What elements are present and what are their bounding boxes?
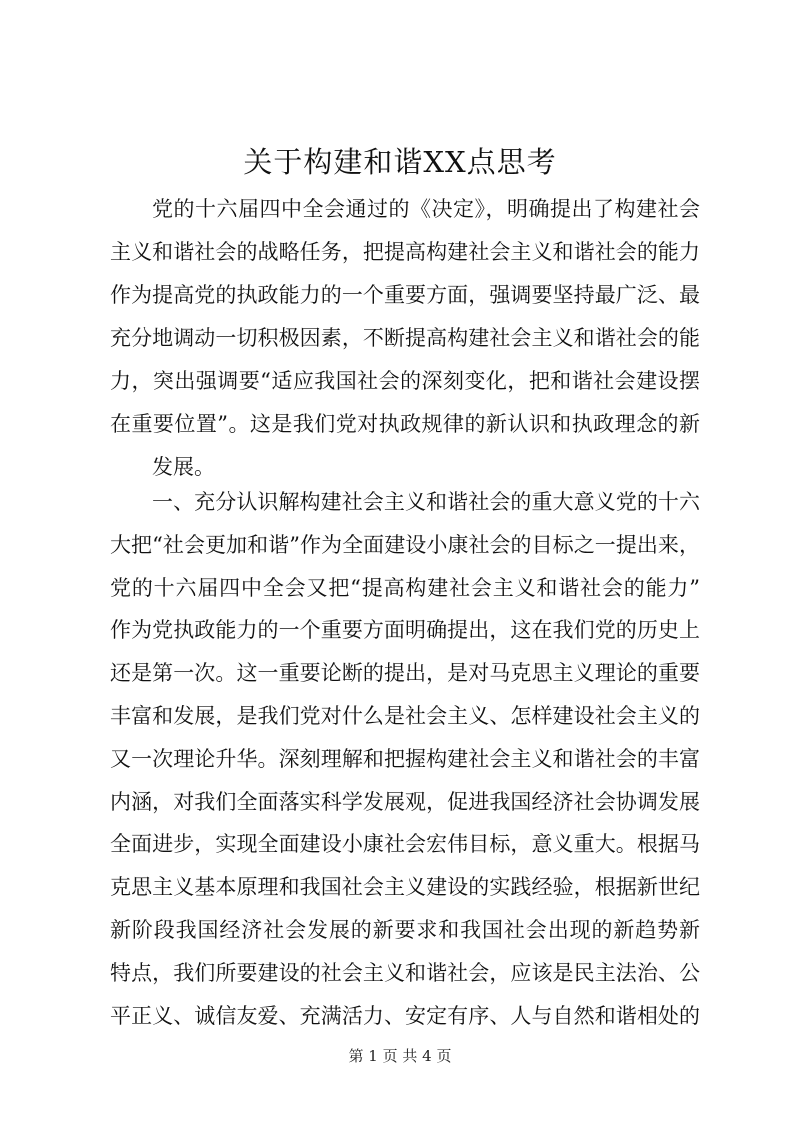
paragraph-3-line-1: 一、充分认识解构建社会主义和谐社会的重大意义党的十六 <box>152 490 700 514</box>
paragraph-3-line-2: 大把“社会更加和谐”作为全面建设小康社会的目标之一提出来， <box>110 532 700 557</box>
paragraph-3-line-12: 特点，我们所要建设的社会主义和谐社会，应该是民主法治、公 <box>110 960 700 985</box>
paragraph-3-line-13: 平正义、诚信友爱、充满活力、安定有序、人与自然和谐相处的 <box>110 1003 700 1028</box>
paragraph-3-line-11: 新阶段我国经济社会发展的新要求和我国社会出现的新趋势新 <box>110 918 700 942</box>
paragraph-1-line-3: 作为提高党的执政能力的一个重要方面，强调要坚持最广泛、最 <box>110 283 700 307</box>
paragraph-1-line-6: 在重要位置”。这是我们党对执政规律的新认识和执政理念的新 <box>110 412 700 436</box>
page-footer: 第 1 页 共 4 页 <box>348 1047 452 1065</box>
paragraph-3-line-5: 还是第一次。这一重要论断的提出，是对马克思主义理论的重要 <box>110 661 700 686</box>
paragraph-3-line-10: 克思主义基本原理和我国社会主义建设的实践经验，根据新世纪 <box>110 875 700 900</box>
paragraph-1-line-4: 充分地调动一切积极因素，不断提高构建社会主义和谐社会的能 <box>110 326 700 350</box>
paragraph-1-line-5: 力，突出强调要“适应我国社会的深刻变化，把和谐社会建设摆 <box>110 369 700 393</box>
paragraph-3-line-8: 内涵，对我们全面落实科学发展观，促进我国经济社会协调发展 <box>110 789 700 814</box>
paragraph-1-line-2: 主义和谐社会的战略任务，把提高构建社会主义和谐社会的能力 <box>110 240 700 264</box>
paragraph-3-line-3: 党的十六届四中全会又把“提高构建社会主义和谐社会的能力” <box>110 575 700 600</box>
paragraph-3-line-7: 又一次理论升华。深刻理解和把握构建社会主义和谐社会的丰富 <box>110 746 700 771</box>
document-title: 关于构建和谐XX点思考 <box>243 145 557 179</box>
paragraph-3-line-4: 作为党执政能力的一个重要方面明确提出，这在我们党的历史上 <box>110 618 700 643</box>
paragraph-2-line-1: 发展。 <box>152 455 215 479</box>
paragraph-3-line-6: 丰富和发展，是我们党对什么是社会主义、怎样建设社会主义的 <box>110 704 700 728</box>
paragraph-1-line-1: 党的十六届四中全会通过的《决定》，明确提出了构建社会 <box>152 197 700 221</box>
paragraph-3-line-9: 全面进步，实现全面建设小康社会宏伟目标，意义重大。根据马 <box>110 832 700 857</box>
